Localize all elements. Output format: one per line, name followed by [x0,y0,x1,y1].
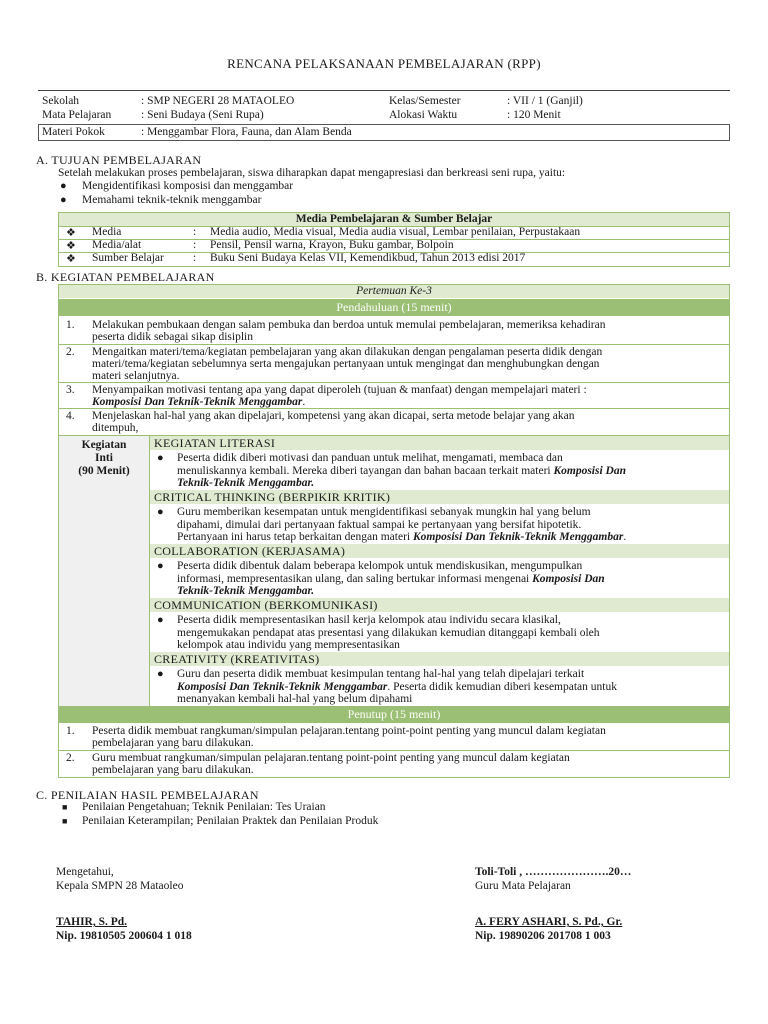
kepala-nip: Nip. 19810505 200604 1 018 [56,930,192,942]
materi-emphasis: Komposisi Dan Teknik-Teknik Menggambar [92,396,303,408]
intro-item-line: ditempuh, [92,422,139,434]
materi-emphasis: Teknik-Teknik Menggambar. [177,585,315,597]
bullet-icon: ● [157,668,164,680]
creat-text: Guru dan peserta didik membuat kesimpulan tentang hal-hal yang telah dipelajari terkait [177,668,585,680]
creat-text: . Peserta didik kemudian diberi kesempatan untuk [387,681,617,693]
media-row-label: Sumber Belajar [92,252,164,264]
inti-label: Kegiatan [81,439,127,451]
section-a-heading: A. TUJUAN PEMBELAJARAN [36,153,202,167]
media-row-label: Media [92,226,122,238]
alokasi-label: Alokasi Waktu [389,109,458,121]
diamond-bullet-icon: ❖ [66,227,76,239]
square-bullet-icon: ■ [62,816,68,826]
penilaian-item: Penilaian Pengetahuan; Teknik Penilaian: Tes Uraian [82,801,326,813]
materi-emphasis: Komposisi Dan Teknik-Teknik Menggambar [177,681,388,693]
comm-text: Peserta didik mempresentasikan hasil kerja kelompok atau individu secara klasikal, [177,614,561,626]
media-row-value: Media audio, Media visual, Media audia visual, Lembar penilaian, Perpustakaan [210,226,581,238]
section-b-heading: B. KEGIATAN PEMBELAJARAN [36,270,215,284]
item-number: 4. [66,410,75,422]
document-title: RENCANA PELAKSANAAN PEMBELAJARAN (RPP) [227,56,541,71]
materi-emphasis: Komposisi Dan [532,573,605,585]
materi-value: : Menggambar Flora, Fauna, dan Alam Benda [141,126,352,138]
bullet-icon: ● [157,506,164,518]
guru-nip: Nip. 19890206 201708 1 003 [475,930,611,942]
kelas-value: : VII / 1 (Ganjil) [507,95,583,107]
table-divider [58,382,730,383]
critical-text: Pertanyaan ini harus tetap berkaitan dengan materi [177,531,413,543]
item-number: 2. [66,346,75,358]
sekolah-value: : SMP NEGERI 28 MATAOLEO [141,95,295,107]
bullet-icon: ● [60,194,67,206]
kepala-label: Kepala SMPN 28 Mataoleo [56,880,184,892]
comm-text: kelompok atau individu yang mempresentasikan [177,639,400,651]
penilaian-item: Penilaian Keterampilan; Penilaian Praktek dan Penilaian Produk [82,815,379,827]
penutup-item-line: Guru membuat rangkuman/simpulan pelajaran.tentang point-point penting yang muncul dalam kegiatan [92,752,570,764]
table-divider [58,408,730,409]
literasi-text: Peserta didik diberi motivasi dan panduan untuk melihat, mengamati, membaca dan [177,452,563,464]
pertemuan-label: Pertemuan Ke-3 [59,285,729,298]
diamond-bullet-icon: ❖ [66,253,76,265]
critical-text: dipahami, dimulai dari pertanyaan faktual sampai ke pertanyaan yang bersifat hipotetik. [177,519,582,531]
period: . [623,531,627,543]
intro-item-line: peserta didik sebagai sikap disiplin [92,331,253,343]
collab-text: Peserta didik dibentuk dalam beberapa kelompok untuk mendiskusikan, mengumpulkan [177,560,583,572]
media-row-label: Media/alat [92,239,142,251]
inti-duration: (90 Menit) [78,465,130,477]
bullet-icon: ● [157,452,164,464]
intro-item-line: materi/tema/kegiatan sebelumnya serta mengajukan pertanyaan untuk mengingat dan menghubungkan dengan [92,358,600,370]
intro-item-line: Menjelaskan hal-hal yang akan dipelajari, kompetensi yang akan dicapai, serta metode belajar yang akan [92,410,575,422]
guru-label: Guru Mata Pelajaran [475,880,571,892]
mengetahui-label: Mengetahui, [56,866,114,878]
literasi-heading: KEGIATAN LITERASI [150,436,729,450]
kelas-label: Kelas/Semester [389,95,461,107]
media-row-value: Pensil, Pensil warna, Krayon, Buku gambar, Bolpoin [210,239,454,251]
item-number: 1. [66,725,75,737]
item-number: 1. [66,319,75,331]
materi-emphasis: Komposisi Dan [553,465,627,477]
tujuan-item: Memahami teknik-teknik menggambar [82,194,262,206]
item-number: 3. [66,384,75,396]
intro-item-line: Menyampaikan motivasi tentang apa yang dapat diperoleh (tujuan & manfaat) dengan mempelajari materi : [92,384,587,396]
mapel-value: : Seni Budaya (Seni Rupa) [141,109,264,121]
collaboration-heading: COLLABORATION (KERJASAMA) [150,544,729,558]
tujuan-item: Mengidentifikasi komposisi dan menggambar [82,180,294,192]
alokasi-value: : 120 Menit [507,109,561,121]
sekolah-label: Sekolah [42,95,80,107]
literasi-text: menuliskannya kembali. Mereka diberi tayangan dan bahan bacaan terkait materi [177,465,554,477]
intro-item-line: Melakukan pembukaan dengan salam pembuka dan berdoa untuk memulai pembelajaran, memeriksa kehadiran [92,319,606,331]
media-table-title: Media Pembelajaran & Sumber Belajar [59,213,729,226]
table-divider [58,344,730,345]
diamond-bullet-icon: ❖ [66,240,76,252]
media-row-sep: : [193,252,197,264]
section-c-heading: C. PENILAIAN HASIL PEMBELAJARAN [36,788,259,802]
table-divider [58,750,730,751]
intro-item-line: materi selanjutnya. [92,370,180,382]
place-date: Toli-Toli , ………………….20… [475,866,632,878]
materi-emphasis: Teknik-Teknik Menggambar. [177,477,315,489]
intro-item-line: Mengaitkan materi/tema/kegiatan pembelajaran yang akan dilakukan dengan pengalaman peserta didik dengan [92,346,603,358]
section-a-intro: Setelah melakukan proses pembelajaran, siswa diharapkan dapat mengapresiasi dan berkreasi seni rupa, yaitu: [58,167,566,179]
media-row-sep: : [193,239,197,251]
creat-text: menanyakan kembali hal-hal yang belum dipahami [177,693,413,705]
square-bullet-icon: ■ [62,802,68,812]
bullet-icon: ● [60,180,67,192]
communication-heading: COMMUNICATION (BERKOMUNIKASI) [150,598,729,612]
penutup-header: Penutup (15 menit) [59,706,729,723]
inti-label: Inti [95,452,113,464]
collab-text: informasi, mempresentasikan ulang, dan saling bertukar informasi mengenai [177,573,533,585]
guru-name: A. FERY ASHARI, S. Pd., Gr. [475,916,623,928]
materi-label: Materi Pokok [42,126,105,138]
critical-text: Guru memberikan kesempatan untuk mengidentifikasi sebanyak mungkin hal yang belum [177,506,591,518]
top-rule [38,90,730,91]
penutup-item-line: pembelajaran yang baru dilakukan. [92,737,254,749]
period: . [302,396,306,408]
penutup-item-line: pembelajaran yang baru dilakukan. [92,764,254,776]
comm-text: mengemukakan pendapat atas presentasi yang dilakukan kemudian ditanggapi kembali oleh [177,627,600,639]
media-row-value: Buku Seni Budaya Kelas VII, Kemendikbud, Tahun 2013 edisi 2017 [210,252,526,264]
media-row-sep: : [193,226,197,238]
kepala-name: TAHIR, S. Pd. [56,916,128,928]
item-number: 2. [66,752,75,764]
creativity-heading: CREATIVITY (KREATIVITAS) [150,652,729,666]
critical-heading: CRITICAL THINKING (BERPIKIR KRITIK) [150,490,729,504]
materi-emphasis: Komposisi Dan Teknik-Teknik Menggambar [412,531,624,543]
mapel-label: Mata Pelajaran [42,109,112,121]
bullet-icon: ● [157,614,164,626]
penutup-item-line: Peserta didik membuat rangkuman/simpulan pelajaran.tentang point-point penting yang muncul dalam kegiatan [92,725,606,737]
pendahuluan-header: Pendahuluan (15 menit) [59,299,729,316]
bullet-icon: ● [157,560,164,572]
